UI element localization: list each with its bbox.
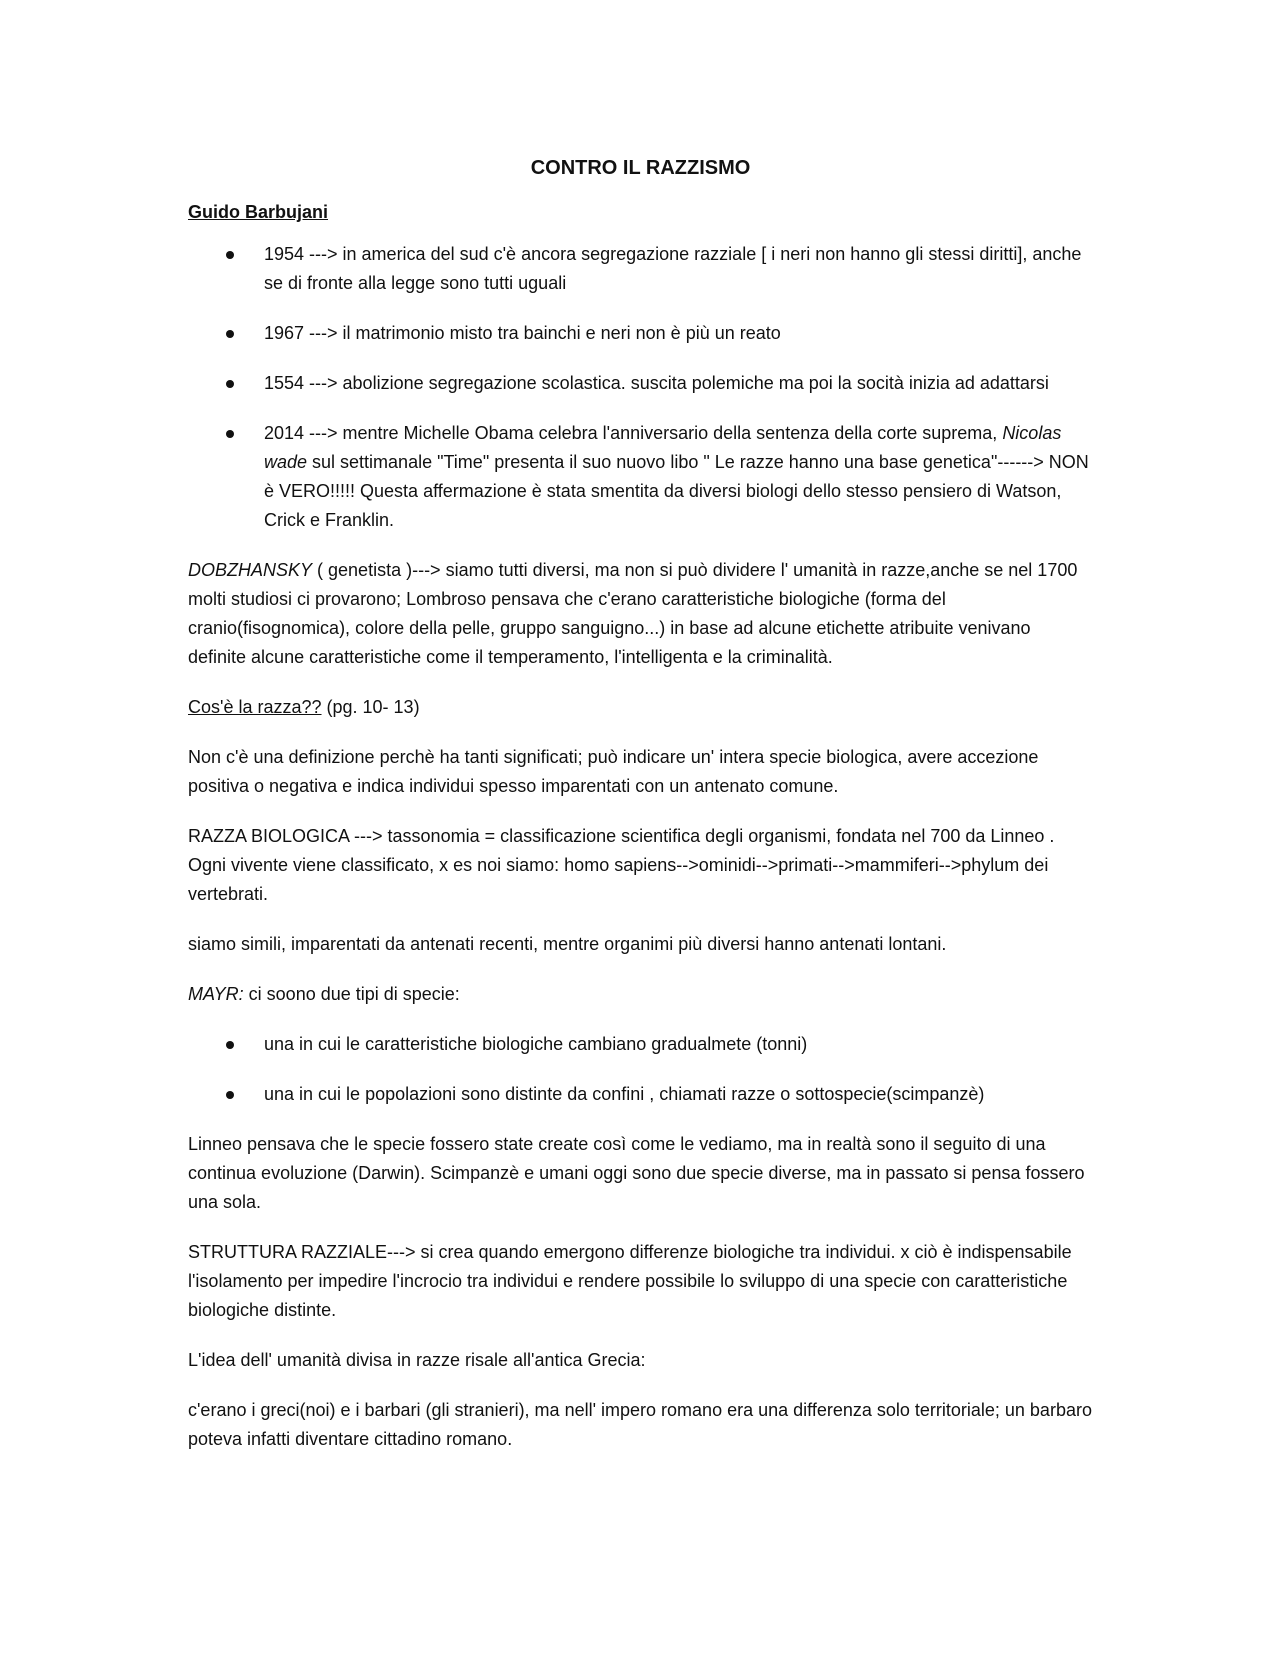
bullet-icon	[226, 380, 234, 388]
paragraph-razza-biologica: RAZZA BIOLOGICA ---> tassonomia = classificazione scientifica degli organismi, fondata nel 700 da Linneo . Ogni vivente viene classificato, x es noi siamo: homo sapiens-->ominidi-->primati-->mammiferi-->phylum dei vertebrati.	[188, 826, 1055, 904]
list-item-text: 1554 ---> abolizione segregazione scolastica. suscita polemiche ma poi la socità inizia ad adattarsi	[264, 373, 1049, 393]
razza-heading-underlined: Cos'è la razza??	[188, 697, 322, 717]
section-heading-razza	[188, 693, 1093, 722]
document-title: CONTRO IL RAZZISMO	[530, 157, 751, 179]
list-item	[188, 1080, 1093, 1109]
list-item-text: una in cui le popolazioni sono distinte da confini , chiamati razze o sottospecie(scimpanzè)	[264, 1084, 985, 1104]
list-item	[188, 319, 1093, 348]
list-item-text-post: sul settimanale "Time" presenta il suo nuovo libo " Le razze hanno una base genetica"------> NON è VERO!!!!! Questa affermazione è stata smentita da diversi biologi dello stesso pensiero di Watson, Crick e Franklin.	[264, 452, 1089, 530]
mayr-name: MAYR:	[188, 984, 244, 1004]
bullet-icon	[226, 1091, 234, 1099]
list-item	[188, 1030, 1093, 1059]
list-item	[188, 419, 1093, 535]
bullet-icon	[226, 430, 234, 438]
author-name: Guido Barbujani	[188, 202, 329, 222]
bullet-icon	[226, 330, 234, 338]
list-item-text: 1954 ---> in america del sud c'è ancora segregazione razziale [ i neri non hanno gli stessi diritti], anche se di fronte alla legge sono tutti uguali	[264, 244, 1082, 293]
list-item-text: 1967 ---> il matrimonio misto tra bainchi e neri non è più un reato	[264, 323, 781, 343]
list-item-text-italic: Nicolas wade	[264, 423, 1062, 472]
paragraph-definizione: Non c'è una definizione perchè ha tanti significati; può indicare un' intera specie biologica, avere accezione positiva o negativa e indica individui spesso imparentati con un antenato comune.	[188, 747, 1039, 796]
bullet-icon	[226, 251, 234, 259]
paragraph-idea: L'idea dell' umanità divisa in razze risale all'antica Grecia:	[188, 1350, 646, 1370]
mayr-text: ci soono due tipi di specie:	[243, 984, 460, 1004]
paragraph-mayr	[188, 980, 1093, 1009]
paragraph-greci: c'erano i greci(noi) e i barbari (gli stranieri), ma nell' impero romano era una differenza solo territoriale; un barbaro poteva infatti diventare cittadino romano.	[188, 1400, 1092, 1449]
timeline-list	[188, 240, 1093, 535]
paragraph-dobzhansky	[188, 556, 1093, 672]
paragraph-simili: siamo simili, imparentati da antenati recenti, mentre organimi più diversi hanno antenati lontani.	[188, 934, 947, 954]
species-list	[188, 1030, 1093, 1109]
razza-heading-pages: (pg. 10- 13)	[321, 697, 420, 717]
dobzhansky-text: ( genetista )---> siamo tutti diversi, ma non si può dividere l' umanità in razze,anche se nel 1700 molti studiosi ci provarono; Lombroso pensava che c'erano caratteristiche biologiche (forma del cranio(fisognomica), colore della pelle, gruppo sanguigno...) in base ad alcune etichette atribuite venivano definite alcune caratteristiche come il temperamento, l'intelligenta e la criminalità.	[188, 560, 1078, 667]
list-item-text: una in cui le caratteristiche biologiche cambiano gradualmete (tonni)	[264, 1034, 808, 1054]
dobzhansky-name: DOBZHANSKY	[188, 560, 313, 580]
document-page	[188, 150, 1093, 1475]
paragraph-struttura-razziale: STRUTTURA RAZZIALE---> si crea quando emergono differenze biologiche tra individui. x ciò è indispensabile l'isolamento per impedire l'incrocio tra individui e rendere possibile lo sviluppo di una specie con caratteristiche biologiche distinte.	[188, 1242, 1072, 1320]
list-item	[188, 369, 1093, 398]
paragraph-linneo: Linneo pensava che le specie fossero state create così come le vediamo, ma in realtà sono il seguito di una continua evoluzione (Darwin). Scimpanzè e umani oggi sono due specie diverse, ma in passato si pensa fossero una sola.	[188, 1134, 1085, 1212]
bullet-icon	[226, 1041, 234, 1049]
list-item-text-pre: 2014 ---> mentre Michelle Obama celebra l'anniversario della sentenza della corte suprema,	[264, 423, 1003, 443]
list-item	[188, 240, 1093, 298]
